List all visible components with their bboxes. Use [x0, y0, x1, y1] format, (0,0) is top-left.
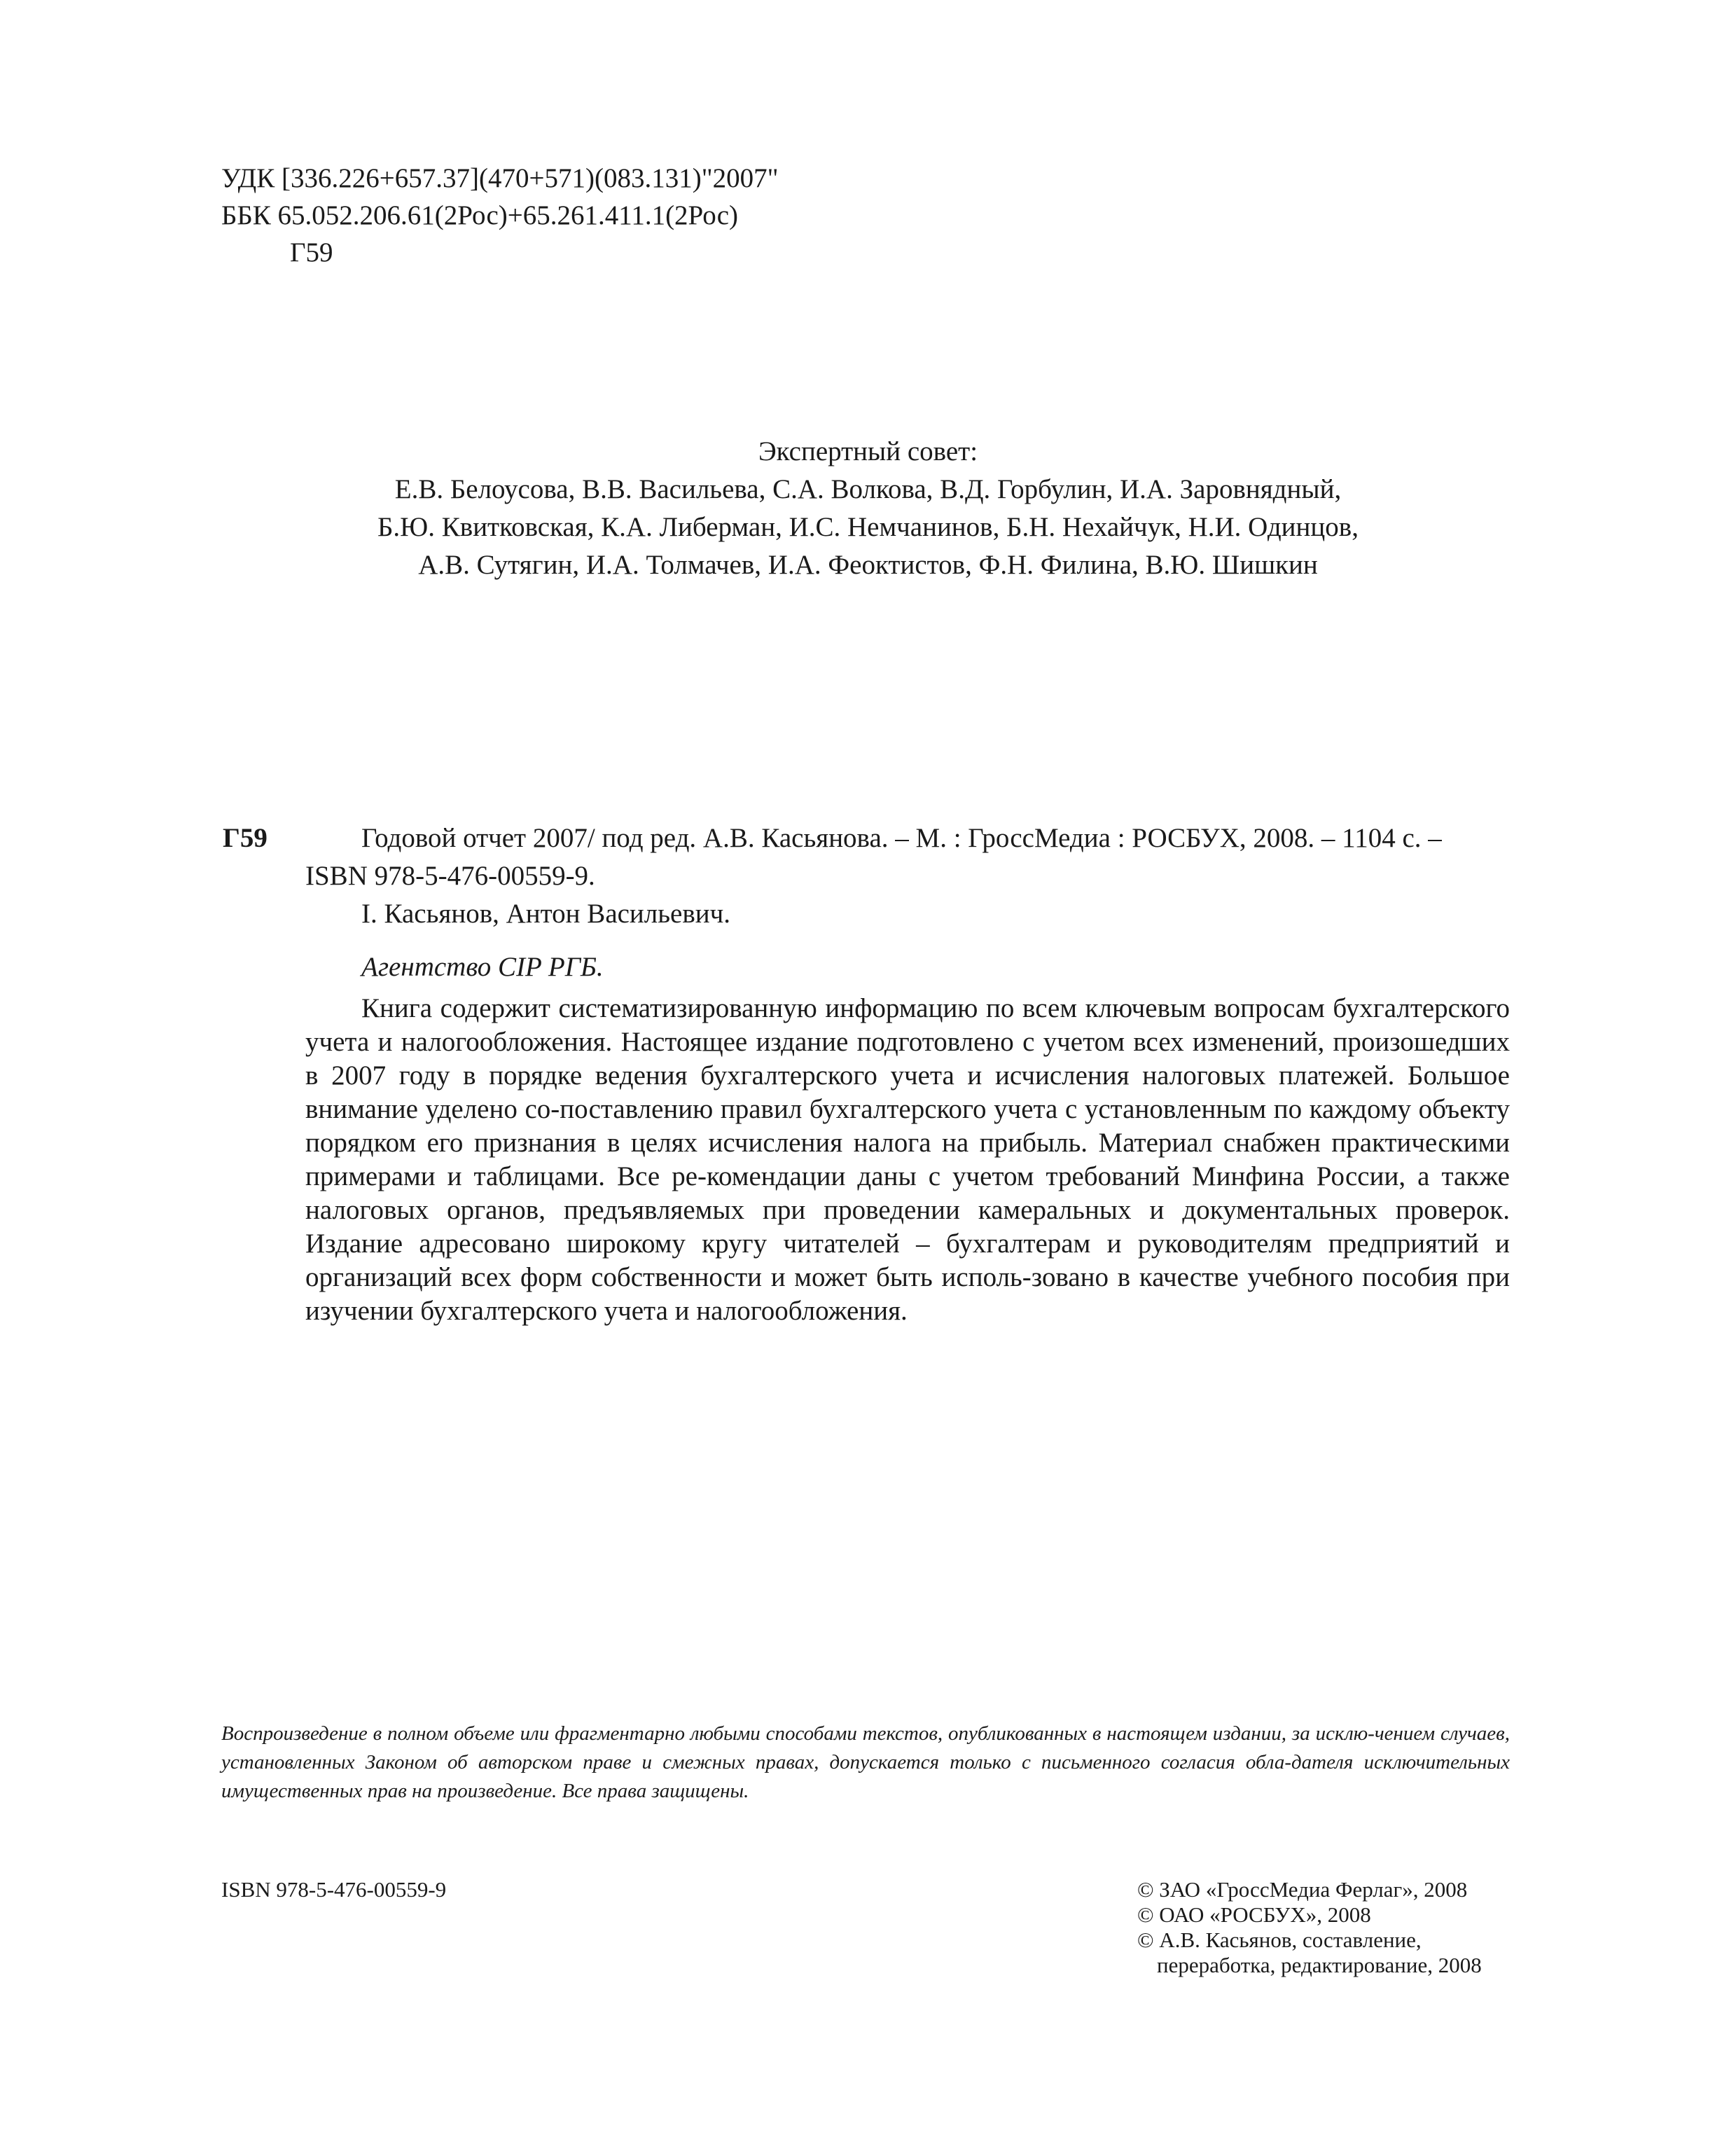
annotation: Книга содержит систематизированную информацию по всем ключевым вопросам бухгалтерского учета и налогообложения. Настоящее издание подготовлено с учетом всех изменений, произошедших в 2007 году в порядке ведения бухгалтерского учета и исчисления налоговых платежей. Большое внимание уделено со-поставлению правил бухгалтерского учета с установленным по каждому объекту порядком его признания в целях исчисления налога на прибыль. Материал снабжен практическими примерами и таблицами. Все ре-комендации даны с учетом требований Минфина России, а также налоговых органов, предъявляемых при проведении камеральных и документальных проверок. Издание адресовано широкому кругу читателей – бухгалтерам и руководителям предприятий и организаций всех форм собственности и может быть исполь-зовано в качестве учебного пособия при изучении бухгалтерского учета и налогообложения.: [305, 993, 1510, 1326]
copyright-block: [1137, 1877, 1529, 1978]
rights-notice: Воспроизведение в полном объеме или фрагментарно любыми способами текстов, опубликованных в настоящем издании, за исклю-чением случаев, установленных Законом об авторском праве и смежных правах, допускается только с письменного согласия обла-дателя исключительных имущественных прав на произведение. Все права защищены.: [221, 1722, 1510, 1802]
copyright-line: © ЗАО «ГроссМедиа Ферлаг», 2008: [1137, 1877, 1468, 1902]
footer-isbn: ISBN 978-5-476-00559-9: [221, 1877, 447, 1902]
expert-council: [0, 433, 1736, 584]
copyright-line: © А.В. Касьянов, составление,: [1137, 1928, 1422, 1952]
author-mark: Г59: [290, 237, 333, 268]
classification-codes: [221, 160, 779, 271]
expert-council-line: А.В. Сутягин, И.А. Толмачев, И.А. Феоктистов, Ф.Н. Филина, В.Ю. Шишкин: [418, 550, 1318, 580]
bibliographic-record: [305, 819, 1510, 986]
bibliographic-line-1: Годовой отчет 2007/ под ред. А.В. Касьянова. – М. : ГроссМедиа : РОСБУХ, 2008. – 1104 с. –: [361, 823, 1442, 853]
bbk-code: ББК 65.052.206.61(2Рос)+65.261.411.1(2Рос): [221, 200, 739, 230]
expert-council-line: Е.В. Белоусова, В.В. Васильева, С.А. Волкова, В.Д. Горбулин, И.А. Заровнядный,: [394, 474, 1342, 504]
cip-agency: Агентство CIP РГБ.: [361, 952, 604, 982]
bibliographic-isbn: ISBN 978-5-476-00559-9.: [305, 861, 595, 891]
bibliographic-author: I. Касьянов, Антон Васильевич.: [361, 899, 731, 929]
bibliographic-mark: Г59: [223, 823, 268, 853]
expert-council-line: Б.Ю. Квитковская, К.А. Либерман, И.С. Немчанинов, Б.Н. Нехайчук, Н.И. Одинцов,: [377, 512, 1359, 542]
expert-council-title: Экспертный совет:: [758, 436, 978, 466]
copyright-line: © ОАО «РОСБУХ», 2008: [1137, 1902, 1371, 1927]
udk-code: УДК [336.226+657.37](470+571)(083.131)"2007": [221, 163, 779, 193]
copyright-line-continued: переработка, редактирование, 2008: [1157, 1953, 1482, 1977]
